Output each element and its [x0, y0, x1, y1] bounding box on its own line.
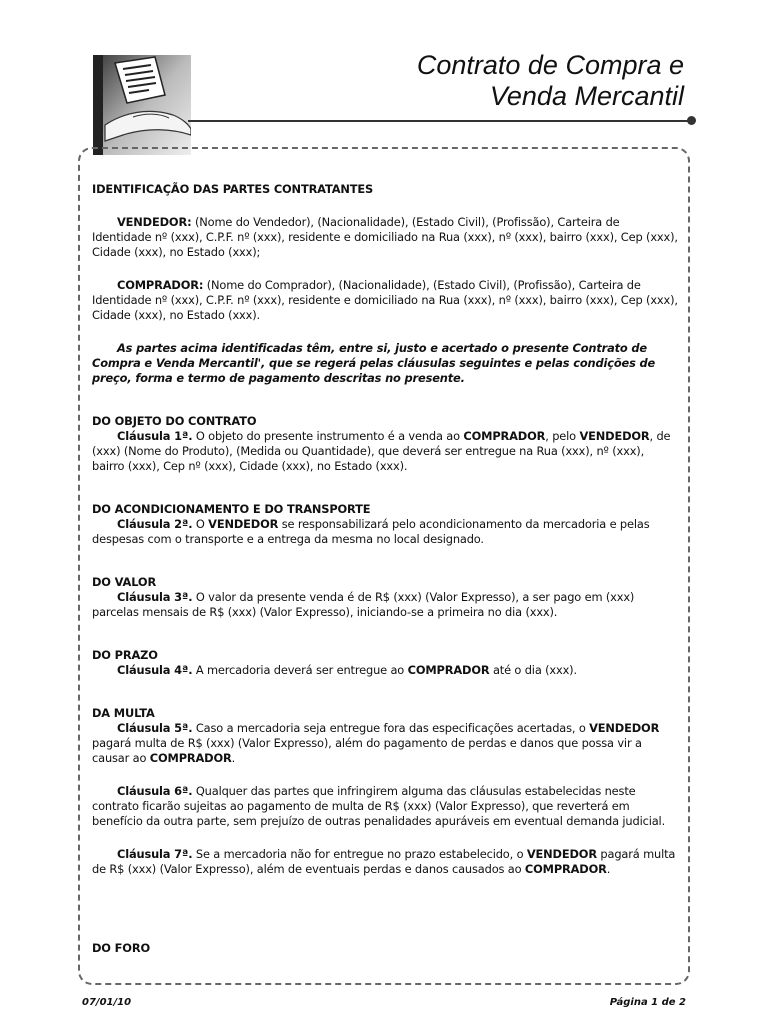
contract-document-icon	[93, 55, 191, 155]
text-comprador: (Nome do Comprador), (Nacionalidade), (Estado Civil), (Profissão), Carteira de Identidade nº (xxx), C.P.F. nº (xxx), residente e domiciliado na Rua (xxx), nº (xxx), bairro (xxx), Cep (xxx), Cidade (xxx), no Estado (xxx).	[92, 278, 678, 322]
clause-2-text-a: O	[192, 517, 209, 531]
clause-7-text-a: Se a mercadoria não for entregue no prazo estabelecido, o	[192, 847, 527, 861]
footer-date: 07/01/10	[82, 997, 132, 1008]
document-title	[417, 50, 684, 112]
title-rule-dot	[687, 116, 696, 125]
clause-5-text-a: Caso a mercadoria seja entregue fora das especificações acertadas, o	[192, 721, 590, 735]
title-line-1: Contrato de Compra e	[416, 50, 684, 80]
clause-3	[92, 590, 678, 620]
clause-7-vendedor: VENDEDOR	[526, 847, 597, 861]
paragraph-vendedor	[92, 215, 678, 260]
clause-5-label: Cláusula 5ª.	[117, 721, 193, 735]
clause-6-text: Qualquer das partes que infringirem alguma das cláusulas estabelecidas neste contrato ficarão sujeitas ao pagamento de multa de R$ (xxx) (Valor Expresso), que reverterá em benefício da outra parte, sem prejuízo de outras penalidades apuráveis em eventual demanda judicial.	[92, 784, 666, 828]
clause-7-text-b: pagará multa de R$ (xxx) (Valor Expresso), além de eventuais perdas e danos causados ao	[92, 847, 676, 876]
clause-3-text: O valor da presente venda é de R$ (xxx) (Valor Expresso), a ser pago em (xxx) parcelas mensais de R$ (xxx) (Valor Expresso), iniciando-se a primeira no dia (xxx).	[92, 590, 635, 619]
clause-4-label: Cláusula 4ª.	[117, 663, 193, 677]
section-heading-partes: IDENTIFICAÇÃO DAS PARTES CONTRATANTES	[92, 182, 374, 196]
clause-1-comprador: COMPRADOR	[463, 429, 546, 443]
clause-4-text-a: A mercadoria deverá ser entregue ao	[192, 663, 408, 677]
text-vendedor: (Nome do Vendedor), (Nacionalidade), (Estado Civil), (Profissão), Carteira de Identidade nº (xxx), C.P.F. nº (xxx), residente e domiciliado na Rua (xxx), nº (xxx), bairro (xxx), Cep (xxx), Cidade (xxx), no Estado (xxx);	[92, 215, 678, 259]
clause-2	[92, 517, 678, 547]
section-heading-valor: DO VALOR	[92, 575, 157, 589]
clause-2-vendedor: VENDEDOR	[208, 517, 279, 531]
clause-1-label: Cláusula 1ª.	[117, 429, 193, 443]
clause-1-text-c: , de (xxx) (Nome do Produto), (Medida ou Quantidade), que deverá ser entregue na Rua (xxx), nº (xxx), bairro (xxx), Cep nº (xxx), Cidade (xxx), no Estado (xxx).	[92, 429, 671, 473]
section-heading-multa: DA MULTA	[92, 706, 155, 720]
paragraph-intro: As partes acima identificadas têm, entre si, justo e acertado o presente Contrato de Compra e Venda Mercantil', que se regerá pelas cláusulas seguintes e pelas condições de preço, forma e termo de pagamento descritas no presente.	[92, 341, 656, 385]
clause-2-text-b: se responsabilizará pelo acondicionamento da mercadoria e pelas despesas com o transporte e a entrega da mesma no local designado.	[92, 517, 650, 546]
title-line-2: Venda Mercantil	[489, 81, 684, 111]
clause-1-vendedor: VENDEDOR	[579, 429, 650, 443]
clause-4	[92, 663, 678, 678]
clause-4-text-b: até o dia (xxx).	[489, 663, 577, 677]
label-vendedor: VENDEDOR:	[117, 215, 192, 229]
paragraph-comprador	[92, 278, 678, 323]
clause-2-label: Cláusula 2ª.	[117, 517, 193, 531]
clause-5-vendedor: VENDEDOR	[589, 721, 660, 735]
clause-5	[92, 721, 678, 766]
clause-5-text-b: pagará multa de R$ (xxx) (Valor Expresso), além do pagamento de perdas e danos que possa vir a causar ao	[92, 736, 642, 765]
footer-page-number: Página 1 de 2	[609, 997, 686, 1008]
clause-7-label: Cláusula 7ª.	[117, 847, 193, 861]
clause-4-comprador: COMPRADOR	[407, 663, 490, 677]
clause-7	[92, 847, 678, 877]
clause-7-comprador: COMPRADOR	[524, 862, 607, 876]
clause-7-text-c: .	[606, 862, 611, 876]
clause-6-label: Cláusula 6ª.	[117, 784, 193, 798]
section-heading-objeto: DO OBJETO DO CONTRATO	[92, 414, 257, 428]
clause-3-label: Cláusula 3ª.	[117, 590, 193, 604]
section-heading-prazo: DO PRAZO	[92, 648, 158, 662]
clause-1-text-b: , pelo	[545, 429, 580, 443]
section-heading-foro: DO FORO	[92, 941, 150, 955]
clause-6	[92, 784, 678, 829]
clause-1	[92, 429, 678, 474]
label-comprador: COMPRADOR:	[117, 278, 204, 292]
clause-5-text-c: .	[231, 751, 236, 765]
clause-5-comprador: COMPRADOR	[149, 751, 232, 765]
section-heading-acondicionamento: DO ACONDICIONAMENTO E DO TRANSPORTE	[92, 502, 371, 516]
contract-body	[92, 182, 678, 956]
clause-1-text-a: O objeto do presente instrumento é a venda ao	[192, 429, 464, 443]
title-rule	[188, 120, 688, 122]
